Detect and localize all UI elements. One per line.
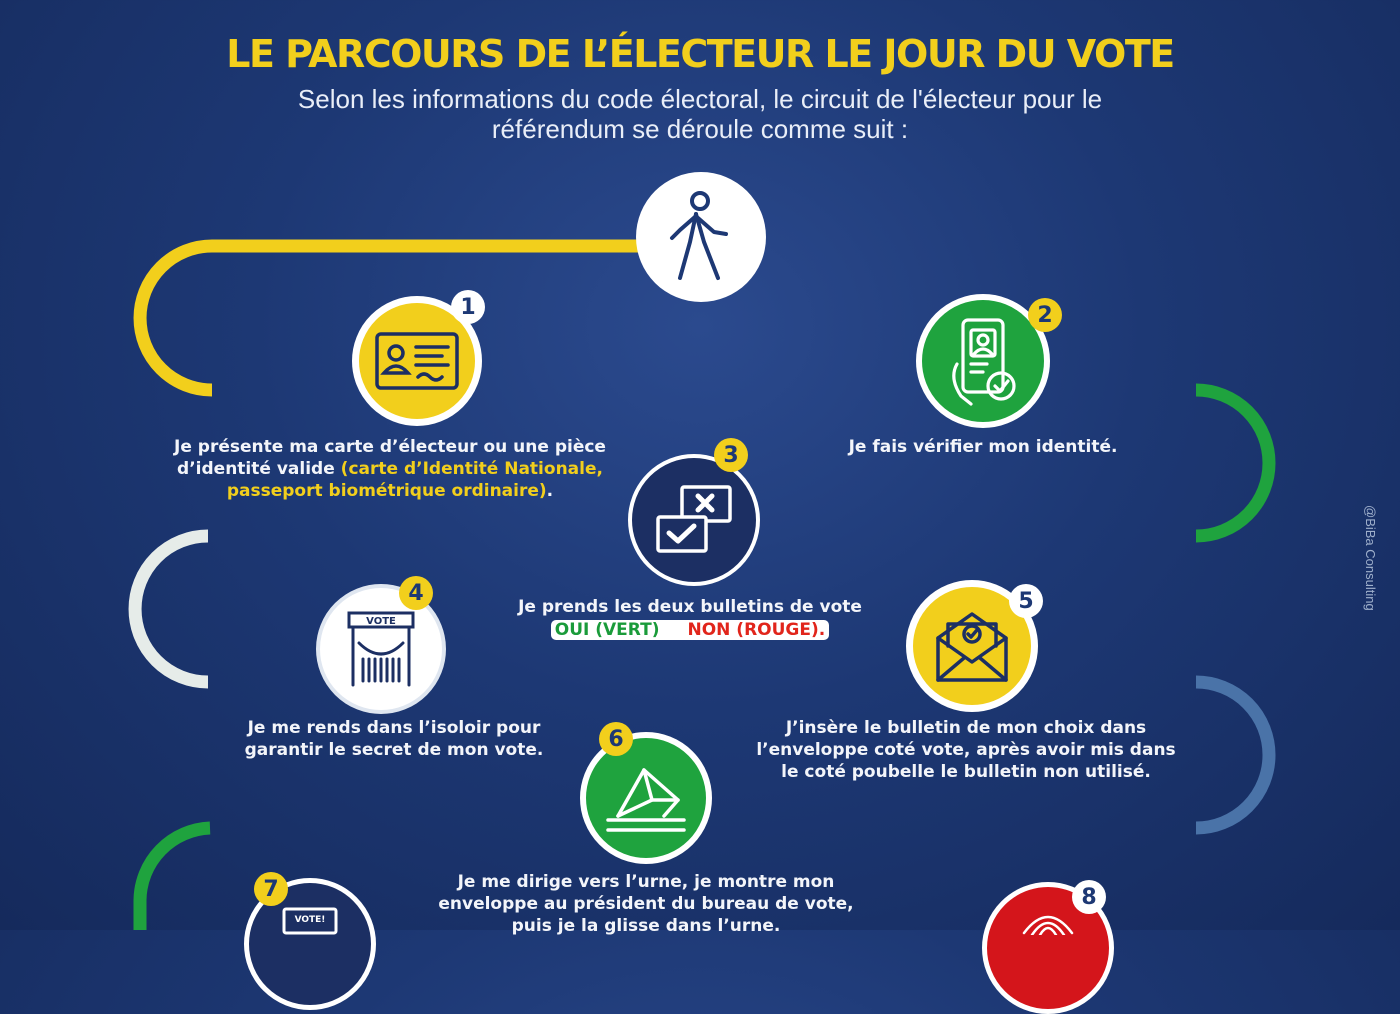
page-title: LE PARCOURS DE L’ÉLECTEUR LE JOUR DU VOTE [226, 32, 1174, 76]
step-7-badge: 7 [254, 872, 288, 906]
voting-booth-label: VOTE [366, 616, 396, 627]
ballot-box-label: VOTE! [294, 915, 326, 925]
walking-person-icon [666, 190, 736, 285]
envelope-slot-icon [604, 760, 688, 836]
fingerprint-icon [1016, 905, 1080, 935]
step-3-badge: 3 [714, 438, 748, 472]
voting-booth-icon [345, 609, 417, 689]
step-5-badge: 5 [1009, 584, 1043, 618]
ballot-box-icon [280, 905, 340, 935]
step-6-circle [580, 732, 712, 864]
step-2-badge: 2 [1028, 298, 1062, 332]
start-circle [636, 172, 766, 302]
page-subtitle: Selon les informations du code électoral, le circuit de l'électeur pour le référendum se déroule comme suit : [297, 84, 1103, 144]
step-1-badge: 1 [451, 290, 485, 324]
phone-identity-check-icon [943, 316, 1023, 406]
step-4-text: Je me rends dans l’isoloir pour garantir le secret de mon vote. [244, 718, 544, 760]
envelope-check-icon [932, 606, 1012, 686]
step-3-text: Je prends les deux bulletins de vote OUI (VERT) NON (ROUGE). [518, 597, 862, 640]
ballot-check-cross-icon [652, 483, 736, 557]
watermark: @BiBa Consulting [1363, 505, 1378, 611]
step-2-text: Je fais vérifier mon identité. [848, 437, 1118, 457]
id-card-icon [374, 331, 460, 391]
step-4-badge: 4 [399, 576, 433, 610]
step-6-text: Je me dirige vers l’urne, je montre mon enveloppe au président du bureau de vote, puis je la glisse dans l’urne. [438, 872, 854, 936]
step-6-badge: 6 [599, 722, 633, 756]
step-5-text: J’insère le bulletin de mon choix dans l’enveloppe coté vote, après avoir mis dans le coté poubelle le bulletin non utilisé. [756, 718, 1176, 782]
vote-options: OUI (VERT) NON (ROUGE). [551, 620, 829, 640]
step-3-circle [628, 454, 760, 586]
step-1-text: Je présente ma carte d’électeur ou une pièce d’identité valide (carte d’Identité Nationale, passeport biométrique ordinaire). [174, 437, 606, 501]
step-8-badge: 8 [1072, 880, 1106, 914]
